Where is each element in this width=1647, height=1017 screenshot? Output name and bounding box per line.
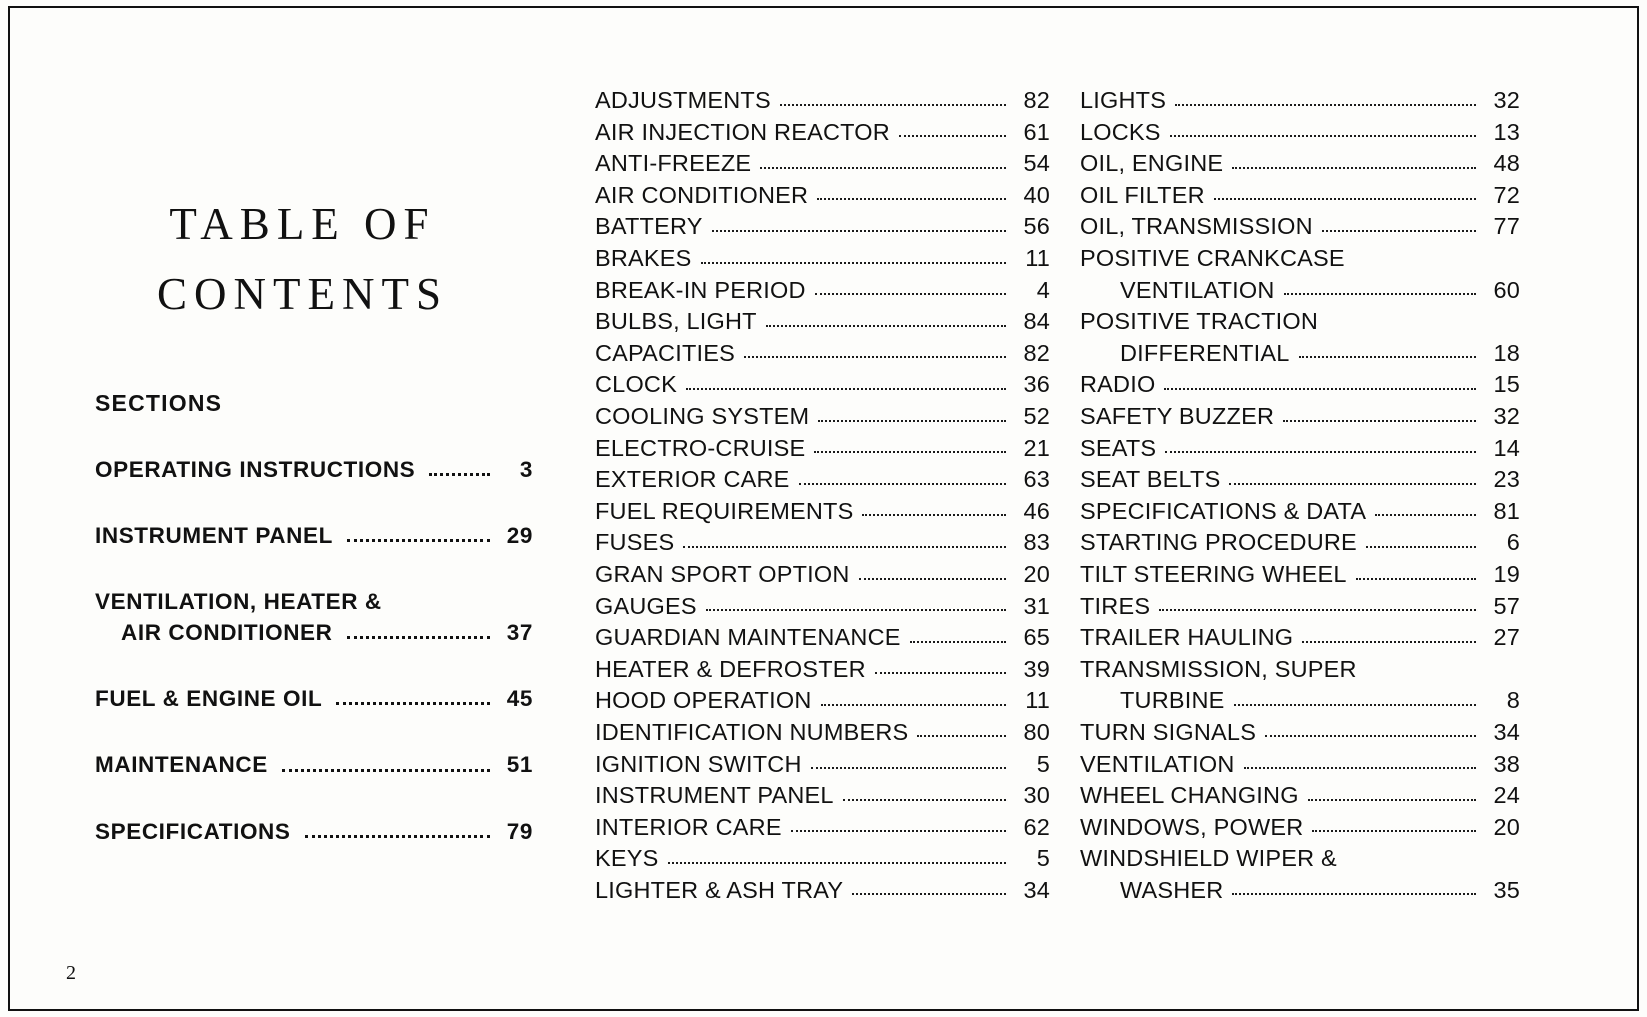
index-entry[interactable]: [595, 460, 1050, 492]
index-entry[interactable]: [595, 113, 1050, 145]
dot-leader: [706, 609, 1006, 611]
index-entry-label: INSTRUMENT PANEL: [595, 782, 834, 809]
dot-leader: [843, 799, 1006, 801]
index-entry-page-number: 23: [1493, 466, 1520, 493]
page-number: 2: [66, 962, 76, 984]
dot-leader: [701, 262, 1006, 264]
index-entry[interactable]: [595, 681, 1050, 713]
index-entry[interactable]: [1080, 207, 1520, 239]
index-entry-page-number: 57: [1493, 592, 1520, 619]
sections-list: [95, 457, 533, 844]
dot-leader: [347, 539, 490, 542]
index-entry-label: POSITIVE TRACTION: [1080, 308, 1318, 335]
index-entry-label: STARTING PROCEDURE: [1080, 529, 1357, 556]
section-page-number: 37: [506, 620, 533, 646]
index-entry-label: RADIO: [1080, 371, 1156, 398]
index-entry-page-number: 48: [1493, 150, 1520, 177]
dot-leader: [668, 862, 1007, 864]
index-entry-page-number: 32: [1493, 403, 1520, 430]
index-entry[interactable]: [595, 271, 1050, 303]
section-row[interactable]: [95, 457, 533, 482]
index-entry-label: KEYS: [595, 845, 659, 872]
index-entry-label: WHEEL CHANGING: [1080, 782, 1299, 809]
dot-leader: [1170, 135, 1476, 137]
dot-leader: [1322, 230, 1476, 232]
dot-leader: [1214, 198, 1476, 200]
section-label: OPERATING INSTRUCTIONS: [95, 456, 416, 482]
index-entry-label: LOCKS: [1080, 118, 1161, 145]
index-entry[interactable]: [1080, 650, 1520, 682]
index-entry[interactable]: [1080, 808, 1520, 840]
section-label: MAINTENANCE: [95, 752, 268, 778]
index-entry-page-number: 46: [1023, 497, 1050, 524]
dot-leader: [780, 104, 1006, 106]
index-entry-label: INTERIOR CARE: [595, 813, 782, 840]
dot-leader: [917, 735, 1006, 737]
index-entry[interactable]: [1080, 365, 1520, 397]
index-entry[interactable]: [1080, 429, 1520, 461]
index-entry[interactable]: [595, 523, 1050, 555]
index-entry[interactable]: [595, 713, 1050, 745]
index-entry-label: AIR INJECTION REACTOR: [595, 118, 890, 145]
index-entry-page-number: 4: [1036, 276, 1050, 303]
index-entry-label: IGNITION SWITCH: [595, 750, 802, 777]
index-entry-label: FUSES: [595, 529, 675, 556]
index-entry-page-number: 15: [1493, 371, 1520, 398]
index-entry-page-number: 11: [1025, 687, 1050, 714]
index-entry-page-number: 36: [1023, 371, 1050, 398]
index-entry-label: SEAT BELTS: [1080, 466, 1221, 493]
index-entry-label: ELECTRO-CRUISE: [595, 434, 806, 461]
dot-leader: [1229, 483, 1476, 485]
index-entry[interactable]: [1080, 492, 1520, 524]
index-entry-label: CLOCK: [595, 371, 677, 398]
index-entry[interactable]: [1080, 681, 1520, 713]
section-page-number: 45: [506, 686, 533, 712]
index-entry[interactable]: [1080, 618, 1520, 650]
dot-leader: [1265, 735, 1476, 737]
page-title-line-1: TABLE OF: [169, 199, 436, 249]
index-entry-label: VENTILATION: [1080, 750, 1235, 777]
dot-leader: [815, 293, 1006, 295]
index-entry-page-number: 52: [1023, 403, 1050, 430]
index-entry-label: TRANSMISSION, SUPER: [1080, 655, 1357, 682]
index-entry[interactable]: [595, 365, 1050, 397]
index-entry-label: GRAN SPORT OPTION: [595, 561, 850, 587]
dot-leader: [1299, 356, 1476, 358]
index-entry-label: HEATER & DEFROSTER: [595, 655, 866, 682]
index-entry[interactable]: [1080, 334, 1520, 366]
index-entry-label: BATTERY: [595, 213, 703, 240]
index-entry[interactable]: [595, 808, 1050, 840]
index-entry-label: WINDSHIELD WIPER &: [1080, 845, 1337, 872]
index-entry-page-number: 18: [1493, 339, 1520, 366]
section-label: AIR CONDITIONER: [121, 620, 333, 646]
dot-leader: [1244, 767, 1476, 769]
index-entry[interactable]: [595, 81, 1050, 113]
index-entry-label: VENTILATION: [1120, 276, 1275, 303]
index-entry[interactable]: [595, 239, 1050, 271]
index-entry-page-number: 27: [1493, 624, 1520, 651]
index-entry-page-number: 39: [1023, 655, 1050, 682]
page-title-line-2: CONTENTS: [157, 268, 448, 319]
index-entry-label: LIGHTS: [1080, 87, 1167, 114]
dot-leader: [1175, 104, 1476, 106]
index-entry-page-number: 11: [1025, 245, 1050, 272]
dot-leader: [336, 702, 490, 705]
index-entry[interactable]: [595, 744, 1050, 776]
dot-leader: [1283, 420, 1476, 422]
index-entry-page-number: 20: [1493, 813, 1520, 840]
index-entry[interactable]: [1080, 81, 1520, 113]
index-entry[interactable]: [1080, 144, 1520, 176]
index-entry-page-number: 56: [1023, 213, 1050, 240]
index-entry-page-number: 54: [1023, 150, 1050, 177]
section-page-number: 79: [506, 818, 533, 844]
index-entry-page-number: 82: [1023, 339, 1050, 366]
table-of-contents-panel: [10, 8, 595, 1009]
index-entry-page-number: 21: [1023, 434, 1050, 461]
section-row[interactable]: [95, 819, 533, 844]
dot-leader: [686, 388, 1006, 390]
index-entry-page-number: 83: [1023, 529, 1050, 556]
index-entry-page-number: 80: [1023, 718, 1050, 745]
index-entry[interactable]: [1080, 397, 1520, 429]
index-entry[interactable]: [1080, 176, 1520, 208]
dot-leader: [814, 451, 1006, 453]
index-entry-page-number: 82: [1023, 87, 1050, 114]
index-entry[interactable]: [1080, 776, 1520, 808]
index-entry-page-number: 65: [1023, 624, 1050, 651]
index-entry-label: SAFETY BUZZER: [1080, 403, 1275, 430]
section-row[interactable]: [95, 523, 533, 548]
dot-leader: [811, 767, 1006, 769]
index-entry-label: BULBS, LIGHT: [595, 308, 757, 335]
dot-leader: [1302, 641, 1476, 643]
sections-heading: SECTIONS: [95, 389, 223, 416]
index-entry-page-number: 20: [1023, 561, 1050, 587]
index-entry-label: CAPACITIES: [595, 339, 735, 366]
index-entry-label: GAUGES: [595, 592, 697, 619]
dot-leader: [429, 473, 490, 476]
page-title: [10, 190, 595, 330]
index-entry[interactable]: [1080, 587, 1520, 619]
section-page-number: 29: [506, 522, 533, 548]
dot-leader: [899, 135, 1006, 137]
index-entry-label: OIL FILTER: [1080, 181, 1205, 208]
index-entry-page-number: 72: [1493, 181, 1520, 208]
index-entry-label: EXTERIOR CARE: [595, 466, 790, 493]
index-entry-page-number: 61: [1023, 118, 1050, 145]
section-label: INSTRUMENT PANEL: [95, 522, 333, 548]
dot-leader: [282, 769, 490, 772]
dot-leader: [1232, 167, 1476, 169]
dot-leader: [760, 167, 1006, 169]
index-entry-page-number: 34: [1493, 718, 1520, 745]
index-entry[interactable]: [595, 334, 1050, 366]
index-entry-page-number: 81: [1493, 497, 1520, 524]
dot-leader: [1284, 293, 1476, 295]
dot-leader: [818, 420, 1006, 422]
index-entry-page-number: 84: [1023, 308, 1050, 335]
index-entry-page-number: 13: [1493, 118, 1520, 145]
dot-leader: [875, 672, 1006, 674]
dot-leader: [821, 704, 1007, 706]
dot-leader: [712, 230, 1006, 232]
index-entry-page-number: 24: [1493, 782, 1520, 809]
section-row[interactable]: [95, 589, 533, 645]
index-entry-label: GUARDIAN MAINTENANCE: [595, 624, 901, 651]
section-label-line-2-row: [95, 620, 533, 645]
index-entry[interactable]: [1080, 523, 1520, 555]
index-entry[interactable]: [595, 555, 1050, 587]
index-entry[interactable]: [1080, 271, 1520, 303]
index-entry[interactable]: [1080, 713, 1520, 745]
index-entry[interactable]: [595, 618, 1050, 650]
index-entry-label: WASHER: [1120, 876, 1224, 903]
index-entry-page-number: 5: [1036, 845, 1050, 872]
section-label: FUEL & ENGINE OIL: [95, 686, 323, 712]
index-entry-page-number: 6: [1506, 529, 1520, 556]
index-entry-page-number: 60: [1493, 276, 1520, 303]
index-entry-page-number: 32: [1493, 87, 1520, 114]
index-entry-label: TURBINE: [1120, 687, 1225, 714]
index-entry-label: ANTI-FREEZE: [595, 150, 752, 177]
index-entry[interactable]: [595, 587, 1050, 619]
index-entry[interactable]: [1080, 113, 1520, 145]
index-entry[interactable]: [595, 871, 1050, 903]
index-entry-page-number: 34: [1023, 876, 1050, 903]
dot-leader: [1356, 578, 1476, 580]
index-entry-page-number: 77: [1493, 213, 1520, 240]
dot-leader: [766, 325, 1006, 327]
index-entry[interactable]: [595, 176, 1050, 208]
dot-leader: [744, 356, 1006, 358]
index-entry-label: SEATS: [1080, 434, 1157, 461]
index-column-right: [1050, 8, 1520, 1009]
index-entry-label: OIL, TRANSMISSION: [1080, 213, 1313, 240]
section-label-line-1: VENTILATION, HEATER &: [95, 588, 382, 614]
index-entry-page-number: 19: [1493, 561, 1520, 587]
dot-leader: [683, 546, 1006, 548]
index-entry[interactable]: [595, 207, 1050, 239]
index-entry[interactable]: [1080, 871, 1520, 903]
section-row[interactable]: [95, 752, 533, 777]
index-entry-label: AIR CONDITIONER: [595, 181, 809, 208]
dot-leader: [817, 198, 1006, 200]
dot-leader: [1165, 451, 1476, 453]
index-entry[interactable]: [1080, 839, 1520, 871]
section-page-number: 51: [506, 752, 533, 778]
index-entry-label: TRAILER HAULING: [1080, 624, 1294, 651]
index-entry[interactable]: [595, 492, 1050, 524]
index-entry-label: ADJUSTMENTS: [595, 87, 771, 114]
index-entry[interactable]: [595, 429, 1050, 461]
dot-leader: [852, 893, 1006, 895]
dot-leader: [799, 483, 1006, 485]
index-entry-page-number: 62: [1023, 813, 1050, 840]
index-entry[interactable]: [595, 839, 1050, 871]
index-entry-label: LIGHTER & ASH TRAY: [595, 876, 844, 903]
index-entry-page-number: 30: [1023, 782, 1050, 809]
section-row[interactable]: [95, 686, 533, 711]
dot-leader: [305, 835, 491, 838]
index-entry-label: COOLING SYSTEM: [595, 403, 810, 430]
dot-leader: [862, 514, 1006, 516]
index-entry[interactable]: [1080, 239, 1520, 271]
index-entry-page-number: 40: [1023, 181, 1050, 208]
index-entry[interactable]: [1080, 744, 1520, 776]
dot-leader: [859, 578, 1006, 580]
dot-leader: [1375, 514, 1476, 516]
index-entry-page-number: 31: [1023, 592, 1050, 619]
index-entry[interactable]: [1080, 555, 1520, 587]
index-entry[interactable]: [595, 397, 1050, 429]
dot-leader: [910, 641, 1006, 643]
dot-leader: [347, 636, 491, 639]
index-entry-label: WINDOWS, POWER: [1080, 813, 1304, 840]
dot-leader: [1312, 830, 1476, 832]
index-entry-page-number: 8: [1506, 687, 1520, 714]
dot-leader: [791, 830, 1006, 832]
index-entry-label: POSITIVE CRANKCASE: [1080, 245, 1345, 272]
index-entry-page-number: 63: [1023, 466, 1050, 493]
index-entry-page-number: 5: [1036, 750, 1050, 777]
dot-leader: [1232, 893, 1476, 895]
index-entry[interactable]: [595, 650, 1050, 682]
index-entry-label: TIRES: [1080, 592, 1151, 619]
index-entry[interactable]: [1080, 460, 1520, 492]
index-entry-label: IDENTIFICATION NUMBERS: [595, 718, 909, 745]
index-entry[interactable]: [595, 302, 1050, 334]
dot-leader: [1366, 546, 1476, 548]
dot-leader: [1164, 388, 1476, 390]
dot-leader: [1159, 609, 1476, 611]
section-page-number: 3: [519, 456, 533, 482]
index-entry-page-number: 14: [1493, 434, 1520, 461]
index-entry[interactable]: [595, 776, 1050, 808]
dot-leader: [1308, 799, 1476, 801]
dot-leader: [1234, 704, 1476, 706]
index-entry-label: HOOD OPERATION: [595, 687, 812, 714]
index-entry-label: SPECIFICATIONS & DATA: [1080, 497, 1367, 524]
index-entry-label: TILT STEERING WHEEL: [1080, 561, 1347, 587]
index-entry-label: BRAKES: [595, 245, 692, 272]
section-label: SPECIFICATIONS: [95, 818, 291, 844]
index-entry[interactable]: [595, 144, 1050, 176]
index-entry-label: FUEL REQUIREMENTS: [595, 497, 854, 524]
index-entry-label: BREAK-IN PERIOD: [595, 276, 806, 303]
index-entry-label: OIL, ENGINE: [1080, 150, 1224, 177]
index-entry-label: TURN SIGNALS: [1080, 718, 1257, 745]
index-column-middle: [595, 8, 1050, 1009]
index-entry-page-number: 35: [1493, 876, 1520, 903]
index-entry[interactable]: [1080, 302, 1520, 334]
index-entry-label: DIFFERENTIAL: [1120, 339, 1290, 366]
index-entry-page-number: 38: [1493, 750, 1520, 777]
